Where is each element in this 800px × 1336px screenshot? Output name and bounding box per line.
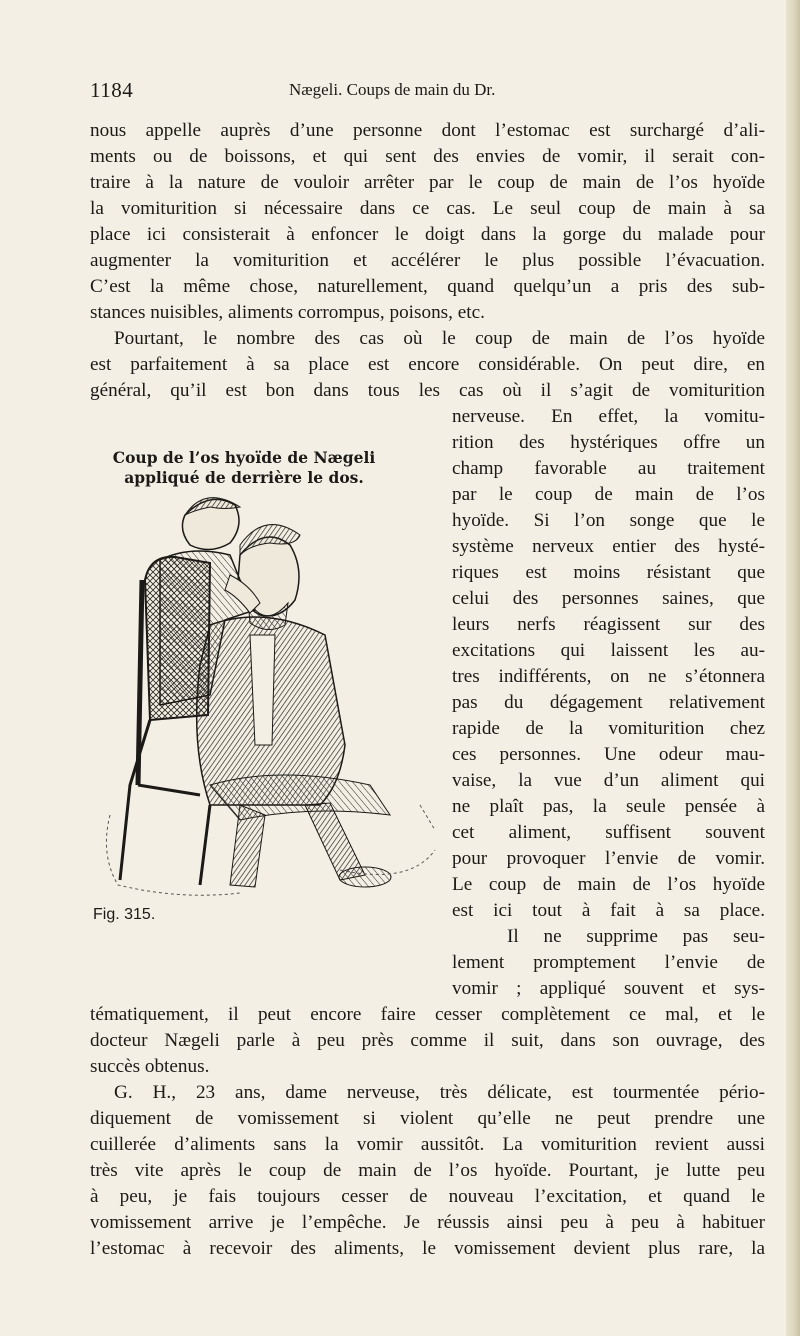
text-line: diquement de vomissement si violent qu’elle ne peut prendre une [90,1108,765,1129]
text-line: tres indifférents, on ne s’étonnera [452,666,765,687]
text-line: rapide de la vomiturition chez [452,718,765,739]
text-line: à peu, je fais toujours cesser de nouveau l’excitation, et quand le [90,1186,765,1207]
text-line: augmenter la vomiturition et accélérer le plus possible l’évacuation. [90,250,765,271]
text-line: cet aliment, suffisent souvent [452,822,765,843]
text-line: leurs nerfs réagissent sur des [452,614,765,635]
page-number: 1184 [90,78,134,102]
text-line: lement promptement l’envie de [452,952,765,973]
text-line: l’estomac à recevoir des aliments, le vomissement devient plus rare, la [90,1238,765,1259]
text-line: vaise, la vue d’un aliment qui [452,770,765,791]
text-line: champ favorable au traitement [452,458,765,479]
text-line: par le coup de main de l’os [452,484,765,505]
text-line: excitations qui laissent les au- [452,640,765,661]
running-head: Nægeli. Coups de main du Dr. [289,80,496,99]
text-line: riques est moins résistant que [452,562,765,583]
figure-caption-line: appliqué de derrière le dos. [124,468,364,487]
text-line: ments ou de boissons, et qui sent des envies de vomir, il serait con- [90,146,765,167]
text-line: ces personnes. Une odeur mau- [452,744,765,765]
text-line: vomir ; appliqué souvent et sys- [452,978,765,999]
text-line: système nerveux entier des hysté- [452,536,765,557]
page-header [90,78,770,108]
page-edge [786,0,800,1336]
text-line: place ici consisterait à enfoncer le doigt dans la gorge du malade pour [90,224,765,245]
text-line: tématiquement, il peut encore faire cesser complètement ce mal, et le [90,1004,765,1025]
text-line: ne plaît pas, la seule pensée à [452,796,765,817]
figure-caption-line: Coup de l’os hyoïde de Nægeli [112,448,376,467]
text-line: nerveuse. En effet, la vomitu- [452,406,765,427]
text-line: très vite après le coup de main de l’os hyoïde. Pourtant, je lutte peu [90,1160,765,1181]
text-line: traire à la nature de vouloir arrêter par le coup de main de l’os hyoïde [90,172,765,193]
text-line: Le coup de main de l’os hyoïde [452,874,765,895]
text-line: est parfaitement à sa place est encore considérable. On peut dire, en [90,354,765,375]
text-line: C’est la même chose, naturellement, quand quelqu’un a pris des sub- [90,276,765,297]
text-line: succès obtenus. [90,1056,210,1077]
figure-label: Fig. 315. [93,906,156,923]
text-line: vomissement arrive je l’empêche. Je réussis ainsi peu à peu à habituer [90,1212,765,1233]
text-line: est ici tout à fait à sa place. [452,900,765,921]
text-line: G. H., 23 ans, dame nerveuse, très délicate, est tourmentée pério- [114,1082,765,1103]
text-line: celui des personnes saines, que [452,588,765,609]
text-line: docteur Nægeli parle à peu près comme il suit, dans son ouvrage, des [90,1030,765,1051]
text-line: cuillerée d’aliments sans la vomir aussitôt. La vomiturition revient aussi [90,1134,765,1155]
text-line: rition des hystériques offre un [452,432,765,453]
figure-caption [88,448,400,488]
text-line: pour provoquer l’envie de vomir. [452,848,765,869]
text-line: général, qu’il est bon dans tous les cas où il s’agit de vomiturition [90,380,765,401]
text-line: hyoïde. Si l’on songe que le [452,510,765,531]
text-line: Pourtant, le nombre des cas où le coup de main de l’os hyoïde [114,328,765,349]
engraving-illustration [90,485,460,900]
text-line: pas du dégagement relativement [452,692,765,713]
text-line: la vomiturition si nécessaire dans ce cas. Le seul coup de main à sa [90,198,765,219]
text-line: stances nuisibles, aliments corrompus, poisons, etc. [90,302,485,323]
text-line: Il ne supprime pas seu- [507,926,765,947]
text-line: nous appelle auprès d’une personne dont l’estomac est surchargé d’ali- [90,120,765,141]
